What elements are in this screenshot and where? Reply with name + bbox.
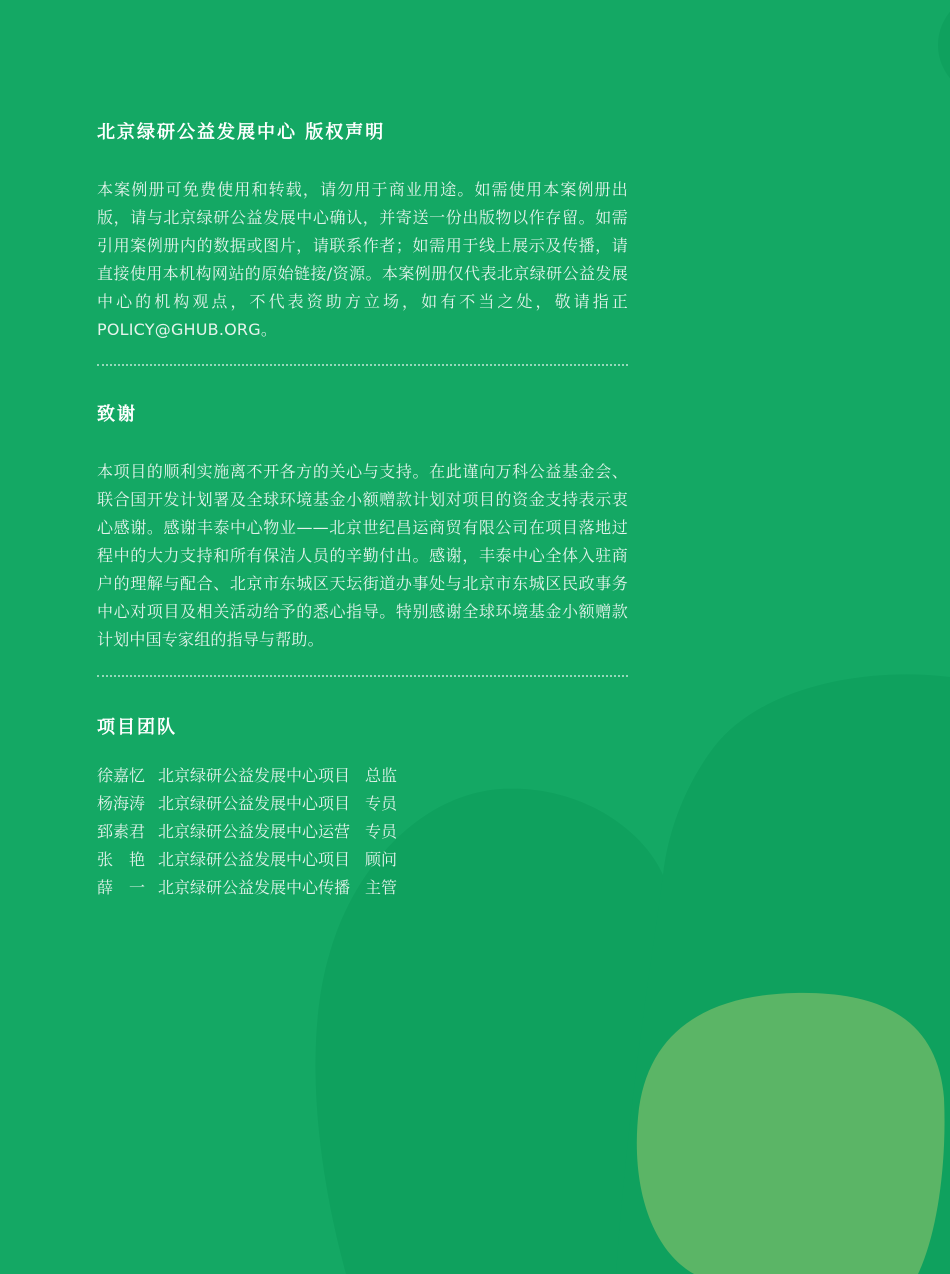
member-name: 徐嘉忆 (97, 766, 146, 785)
member-role: 专员 (365, 794, 398, 813)
member-name: 张 艳 (97, 850, 146, 869)
team-list (97, 762, 628, 902)
team-heading: 项目团队 (97, 717, 177, 738)
dotted-divider (97, 364, 628, 366)
member-role: 专员 (365, 822, 398, 841)
page-content (97, 123, 628, 902)
acknowledgement-heading: 致谢 (97, 404, 137, 425)
team-member-row (97, 846, 628, 874)
acknowledgement-body: 本项目的顺利实施离不开各方的关心与支持。在此谨向万科公益基金会、联合国开发计划署及全球环境基金小额赠款计划对项目的资金支持表示衷心感谢。感谢丰泰中心物业——北京世纪昌运商贸有限公司在项目落地过程中的大力支持和所有保洁人员的辛勤付出。感谢，丰泰中心全体入驻商户的理解与配合、北京市东城区天坛街道办事处与北京市东城区民政事务中心对项目及相关活动给予的悉心指导。特别感谢全球环境基金小额赠款计划中国专家组的指导与帮助。 (97, 462, 628, 649)
member-role: 总监 (365, 766, 398, 785)
member-role: 顾问 (365, 850, 398, 869)
team-member-row (97, 790, 628, 818)
member-org: 北京绿研公益发展中心运营 (158, 822, 351, 841)
copyright-body: 本案例册可免费使用和转载，请勿用于商业用途。如需使用本案例册出版，请与北京绿研公益发展中心确认，并寄送一份出版物以作存留。如需引用案例册内的数据或图片，请联系作者；如需用于线上展示及传播，请直接使用本机构网站的原始链接/资源。本案例册仅代表北京绿研公益发展中心的机构观点，不代表资助方立场，如有不当之处，敬请指正 POLICY@GHUB.ORG。 (97, 180, 628, 339)
dotted-divider (97, 675, 628, 677)
corner-circle-shape (938, 0, 950, 97)
team-member-row (97, 818, 628, 846)
copyright-heading: 北京绿研公益发展中心 版权声明 (97, 122, 386, 143)
member-role: 主管 (365, 878, 398, 897)
member-name: 郅素君 (97, 822, 146, 841)
member-org: 北京绿研公益发展中心项目 (158, 794, 351, 813)
member-org: 北京绿研公益发展中心传播 (158, 878, 351, 897)
member-org: 北京绿研公益发展中心项目 (158, 850, 351, 869)
member-org: 北京绿研公益发展中心项目 (158, 766, 351, 785)
member-name: 薛 一 (97, 878, 146, 897)
apple-blob-shape (637, 993, 945, 1274)
team-member-row (97, 762, 628, 790)
team-member-row (97, 874, 628, 902)
member-name: 杨海涛 (97, 794, 146, 813)
